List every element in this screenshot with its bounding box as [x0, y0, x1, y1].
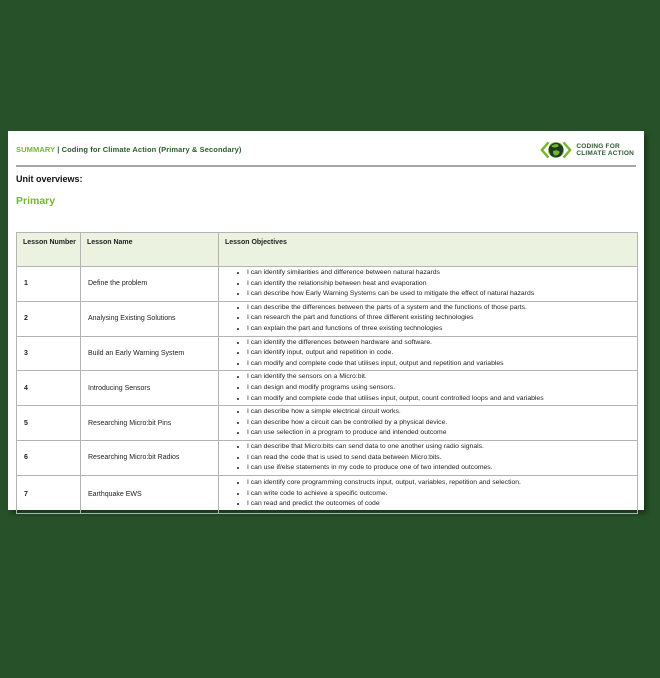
objectives-list: [219, 338, 633, 370]
logo-line-2: CLIMATE ACTION: [576, 150, 634, 157]
lesson-name-cell: Analysing Existing Solutions: [81, 301, 219, 336]
lesson-objectives-cell: [219, 371, 638, 406]
unit-overviews-heading: Unit overviews:: [16, 174, 83, 184]
objective-item: • I can research the part and functions of three different existing technologies: [247, 313, 633, 324]
objective-item: • I can write code to achieve a specific outcome.: [247, 489, 633, 500]
document-card: [8, 131, 644, 510]
lesson-objectives-cell: [219, 406, 638, 441]
objective-item: • I can describe how a circuit can be controlled by a physical device.: [247, 418, 633, 429]
document-header: [8, 131, 644, 163]
lesson-objectives-cell: [219, 301, 638, 336]
primary-heading: Primary: [16, 195, 56, 207]
objective-item: • I can identify input, output and repetition in code.: [247, 348, 633, 359]
lesson-number-cell: 3: [17, 336, 81, 371]
objectives-list: [219, 372, 633, 404]
lesson-name-cell: Researching Micro:bit Radios: [81, 440, 219, 475]
lesson-table: [16, 232, 638, 514]
lesson-objectives-cell: [219, 440, 638, 475]
objective-item: • I can modify and complete code that utilises input, output and repetition and variables: [247, 359, 633, 370]
objectives-list: [219, 407, 633, 439]
lesson-name-cell: Define the problem: [81, 267, 219, 302]
objective-item: • I can describe that Micro:bits can send data to one another using radio signals.: [247, 442, 633, 453]
lesson-number-cell: 2: [17, 301, 81, 336]
lesson-objectives-cell: [219, 336, 638, 371]
lesson-number-cell: 1: [17, 267, 81, 302]
lesson-name-cell: Build an Early Warning System: [81, 336, 219, 371]
lesson-name-cell: Researching Micro:bit Pins: [81, 406, 219, 441]
objective-item: • I can use if/else statements in my code to produce one of two intended outcomes.: [247, 463, 633, 474]
objectives-list: [219, 478, 633, 510]
objective-item: • I can identify core programming constructs input, output, variables, repetition and selection.: [247, 478, 633, 489]
objective-item: • I can identify the sensors on a Micro:bit.: [247, 372, 633, 383]
objective-item: • I can identify the differences between hardware and software.: [247, 338, 633, 349]
page-title: [16, 139, 241, 154]
objective-item: • I can describe how a simple electrical circuit works.: [247, 407, 633, 418]
title-text: | Coding for Climate Action (Primary & Secondary): [55, 145, 242, 154]
objectives-list: [219, 268, 633, 300]
table-row: [17, 371, 638, 406]
table-header-row: [17, 233, 638, 267]
objective-item: • I can explain the part and functions of three existing technologies: [247, 324, 633, 335]
lesson-name-cell: Earthquake EWS: [81, 475, 219, 513]
coding-for-climate-action-logo: [540, 139, 634, 161]
objective-item: • I can describe how Early Warning Systems can be used to mitigate the effect of natural hazards: [247, 289, 633, 300]
objectives-list: [219, 303, 633, 335]
header-divider: [16, 165, 636, 167]
lesson-number-cell: 6: [17, 440, 81, 475]
lesson-number-cell: 5: [17, 406, 81, 441]
objective-item: • I can design and modify programs using sensors.: [247, 383, 633, 394]
objective-item: • I can describe the differences between the parts of a system and the functions of those parts.: [247, 303, 633, 314]
lesson-number-cell: 4: [17, 371, 81, 406]
table-row: [17, 440, 638, 475]
logo-text: [576, 143, 634, 158]
header-lesson-name: Lesson Name: [81, 233, 219, 267]
lesson-objectives-cell: [219, 267, 638, 302]
table-row: [17, 336, 638, 371]
objective-item: • I can identify the relationship between heat and evaporation: [247, 279, 633, 290]
table-row: [17, 406, 638, 441]
table-row: [17, 301, 638, 336]
lesson-number-cell: 7: [17, 475, 81, 513]
lesson-objectives-cell: [219, 475, 638, 513]
header-lesson-objectives: Lesson Objectives: [219, 233, 638, 267]
objectives-list: [219, 442, 633, 474]
objective-item: • I can read the code that is used to send data between Micro:bits.: [247, 453, 633, 464]
table-row: [17, 475, 638, 513]
table-row: [17, 267, 638, 302]
objective-item: • I can modify and complete code that utilises input, output, count controlled loops and and variables: [247, 394, 633, 405]
summary-label: SUMMARY: [16, 145, 56, 154]
logo-line-1: CODING FOR: [576, 142, 620, 150]
globe-in-code-brackets-icon: [540, 139, 572, 161]
objective-item: • I can read and predict the outcomes of code: [247, 499, 633, 510]
objective-item: • I can identify similarities and difference between natural hazards: [247, 268, 633, 279]
header-lesson-number: Lesson Number: [17, 233, 81, 267]
objective-item: • I can use selection in a program to produce and intended outcome: [247, 428, 633, 439]
lesson-name-cell: Introducing Sensors: [81, 371, 219, 406]
